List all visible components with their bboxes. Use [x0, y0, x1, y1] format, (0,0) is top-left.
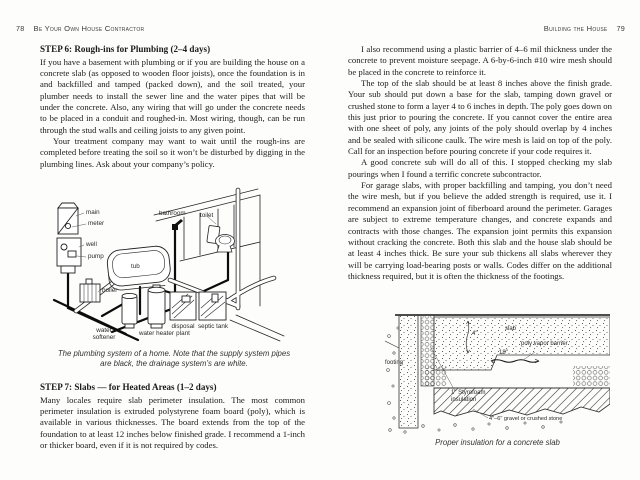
label-toilet: toilet	[200, 212, 214, 219]
plumbing-figure-caption: The plumbing system of a home. Note that the supply system pipes are black, the drainage system’s are white.	[57, 349, 291, 368]
running-title-left: Be Your Own House Contractor	[33, 24, 145, 33]
gravel-right	[573, 366, 610, 386]
running-head-left	[16, 24, 144, 33]
gravel-left	[425, 366, 447, 386]
running-title-right: Building the House	[543, 24, 608, 33]
label-main: main	[86, 209, 100, 216]
step6-paragraph-1: If you have a basement with plumbing or if you are building the house on a concrete slab (as opposed to wooden floor joists), once the foundation is in and backfilled and tamped (packed down), and the soil treated, your plumber needs to install the sewer line and the water pipes that will be under the concrete. Also, any wiring that will go under the concrete needs to be placed in a conduit and roughed-in. Most wiring, though, can be run through the stud walls and ceiling joists to any given point.	[40, 56, 305, 135]
slab-paragraph-1: I also recommend using a plastic barrier of 4–6 mil thickness under the concrete to prevent moisture seepage. A 6-by-6-inch #10 wire mesh should be placed in the concrete to reinforce it.	[348, 44, 612, 77]
slab-paragraph-3: A good concrete sub will do all of this. I stopped checking my slab pourings when I found a terrific concrete subcontractor.	[348, 157, 612, 179]
step6-paragraph-2: Your treatment company may want to wait until the rough-ins are completed before treating the soil so it won’t be disturbed by digging in the plumbing lines. Ask about your company’s policy.	[40, 135, 305, 169]
label-tub: tub	[131, 263, 140, 270]
label-well: well	[86, 241, 97, 248]
label-4in: 4"	[472, 331, 478, 337]
slab-paragraph-4: For garage slabs, with proper backfilling and tamping, you don’t need the wire mesh, but if you believe the added strength is required, use it. I recommend an expansion joint of fiberboard around the perimeter. Garages are subject to extreme temperature changes, and concrete expands and contracts with those changes. The expansion joint permits this expansion without cracking the concrete. Both this slab and the house slab should be at least 4 inches thick. Be sure your sub thickens all slabs wherever they will be carrying load-bearing posts or walls. Codes differ on the additional thickness required, but it is often the thickness of the footings.	[348, 180, 612, 281]
foundation-wall	[399, 315, 418, 428]
water-softener-shape	[122, 293, 137, 328]
running-head-right	[400, 24, 625, 33]
disposal-plant-shape	[170, 292, 196, 320]
label-slab: slab	[505, 326, 517, 332]
step7-paragraph-1: Many locales require slab perimeter insulation. The most common perimeter insulation is extruded polystyrene foam board (poly), which is available in various thicknesses. The board extends from the top of the foundation to at least 12 inches below finished grade. I recommend a 1-inch or thicker board, even if it is not required by codes.	[40, 394, 305, 450]
slab-text-section	[348, 44, 612, 282]
page-number-left: 78	[16, 24, 25, 33]
step6-heading: STEP 6: Rough-ins for Plumbing (2–4 days)	[40, 44, 211, 54]
label-pump: pump	[88, 253, 104, 260]
poly-sheet	[491, 360, 539, 363]
page-number-right: 79	[616, 24, 625, 33]
toilet-shape	[207, 225, 235, 252]
slab-paragraph-2: The top of the slab should be at least 8 inches above the finish grade. Your sub should put down a base for the slab, tamping down gravel or crushed stone to form a layer 4 to 6 inches in depth. The poly goes down on this just prior to pouring the concrete. If you cannot cover the entire area with one sheet of poly, any joints of the poly should overlap by 4 inches and be sealed with silicone caulk. The wire mesh is laid on top of the poly. Call for an inspection before pouring concrete if your code requires it.	[348, 78, 612, 157]
water-heater-shape	[148, 285, 165, 328]
faucet-shape	[172, 219, 183, 230]
label-poly-vapor-barrier: poly vapor barrier	[521, 341, 568, 347]
main-meter-well-pump	[57, 203, 81, 273]
boiler-shape	[80, 279, 100, 302]
label-septic-tank: septic tank	[197, 323, 229, 330]
slab-insulation-figure	[385, 308, 610, 435]
label-footing: footing	[385, 360, 404, 366]
label-water-heater: water heater	[139, 330, 175, 337]
label-meter: meter	[88, 220, 105, 227]
slab-figure-caption: Proper insulation for a concrete slab	[435, 438, 560, 447]
step6-section	[40, 44, 305, 170]
label-disposal-plant: disposal plant	[171, 323, 195, 338]
label-bathroom: bathroom	[159, 210, 186, 217]
label-gravel: 4"–6" gravel or crushed stone	[489, 416, 563, 422]
label-water-softener: water softener	[92, 327, 116, 342]
label-18in: 18"	[499, 350, 508, 356]
septic-tank-shape	[199, 292, 226, 320]
label-styrofoam-insulation: 1" Styrofoam insulation	[451, 390, 486, 403]
step7-section	[40, 382, 305, 451]
label-boiler: boiler	[102, 287, 118, 294]
step7-heading: STEP 7: Slabs — for Heated Areas (1–2 days)	[40, 382, 217, 392]
plumbing-figure	[42, 184, 310, 347]
